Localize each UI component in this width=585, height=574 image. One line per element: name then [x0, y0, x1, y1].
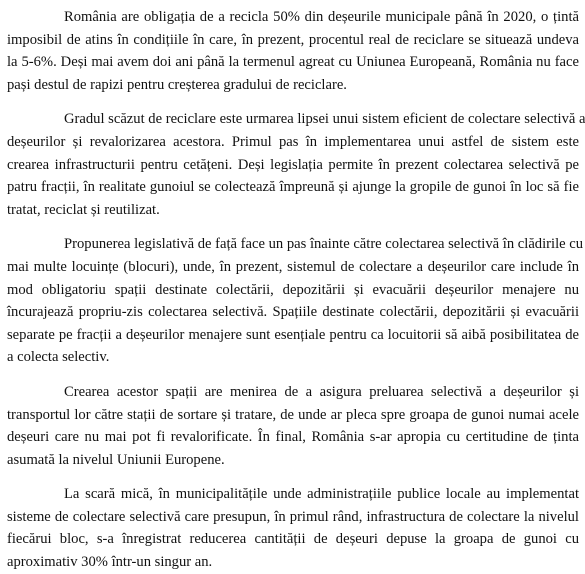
- text-line: fiecărui bloc, s-a înregistrat reducerea cantității de deșeuri depuse la groapa de gunoi cu: [7, 531, 579, 548]
- paragraph-recycling-obligation: [7, 6, 579, 96]
- paragraph-spaces-purpose: [7, 381, 579, 471]
- text-line: transportul lor către stații de sortare și tratare, de unde ar pleca spre groapa de gunoi numai acele: [7, 406, 579, 423]
- text-line: deșeurilor și revalorizarea acestora. Primul pas în implementarea unui astfel de sistem este: [7, 133, 579, 150]
- text-line: sisteme de colectare selectivă care presupun, în primul rând, infrastructura de colectare la nivelul: [7, 508, 579, 525]
- paragraph-legislative-proposal: [7, 233, 584, 369]
- text-line: Crearea acestor spații are menirea de a asigura preluarea selectivă a deșeurilor și: [64, 383, 579, 400]
- text-line: Gradul scăzut de reciclare este urmarea lipsei unui sistem eficient de colectare selectivă a: [64, 111, 585, 128]
- paragraph-low-recycling-rate: [7, 108, 585, 221]
- text-line: deșeuri care nu mai pot fi revalorificate. În final, România s-ar apropia cu certitudine de ținta: [7, 429, 579, 446]
- text-line: separate pe fracții a deșeurilor menajere sunt esențiale pentru ca locuitorii să aibă posibilitatea de: [7, 326, 579, 343]
- text-line: imposibil de atins în condițiile în care, în prezent, procentul real de reciclare se situează undeva: [7, 31, 579, 48]
- text-line: pași destul de rapizi pentru creșterea gradului de reciclare.: [7, 76, 347, 93]
- text-line: mai multe locuințe (blocuri), unde, în prezent, sistemul de colectare a deșeurilor care include în: [7, 258, 579, 275]
- text-line: la 5-6%. Deși mai avem doi ani până la termenul agreat cu Uniunea Europeană, România nu face: [7, 54, 579, 71]
- text-line: România are obligația de a recicla 50% din deșeurile municipale până în 2020, o țintă: [64, 9, 579, 25]
- text-line: aproximativ 30% într-un singur an.: [7, 554, 213, 571]
- text-line: mod obligatoriu spații destinate colectării, depozitării și evacuării deșeurilor menajere nu: [7, 281, 579, 298]
- text-line: a colecta selectiv.: [7, 349, 110, 366]
- text-line: încurajează propriu-zis colectarea selectivă. Spațiile destinate colectării, depozitării și evacuării: [7, 304, 579, 321]
- text-line: patru fracții, în realitate gunoiul se colectează împreună și ajunge la gropile de gunoi în loc să fie: [7, 179, 579, 196]
- text-line: crearea infrastructurii pentru cetățeni. Deși legislația permite în prezent colectarea selectivă pe: [7, 156, 579, 173]
- text-line: Propunerea legislativă de față face un pas înainte către colectarea selectivă în clădirile cu: [64, 236, 584, 253]
- text-line: tratat, reciclat și reutilizat.: [7, 201, 160, 218]
- text-line: asumată la nivelul Uniunii Europene.: [7, 451, 225, 468]
- text-line: La scară mică, în municipalitățile unde administrațiile publice locale au implementat: [64, 486, 579, 503]
- paragraph-small-scale-results: [7, 483, 579, 573]
